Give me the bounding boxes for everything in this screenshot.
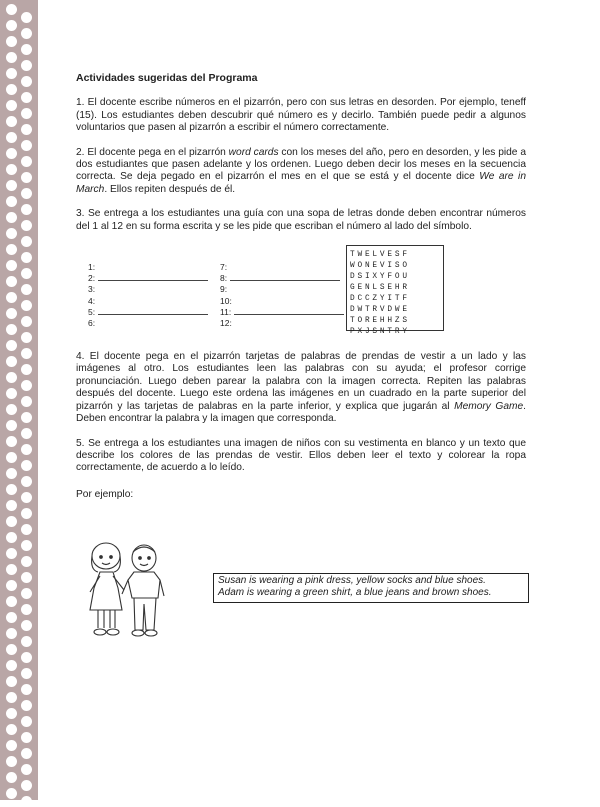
spiral-hole (6, 436, 17, 447)
spiral-hole (21, 380, 32, 391)
spiral-hole (6, 4, 17, 15)
spiral-hole (21, 508, 32, 519)
number-line: 4: (88, 295, 96, 306)
example-line-adam: Adam is wearing a green shirt, a blue jeans and brown shoes. (218, 587, 492, 599)
spiral-hole (21, 44, 32, 55)
spiral-hole (6, 372, 17, 383)
word-search-row: DWTRVDWE (350, 306, 410, 315)
page-title: Actividades sugeridas del Programa (76, 72, 258, 84)
notebook-spiral-border (0, 0, 38, 800)
word-search-grid (346, 245, 444, 337)
spiral-hole (21, 556, 32, 567)
spiral-hole (6, 228, 17, 239)
spiral-hole (6, 276, 17, 287)
spiral-hole (6, 132, 17, 143)
spiral-hole (6, 84, 17, 95)
spiral-hole (21, 252, 32, 263)
spiral-hole (6, 292, 17, 303)
spiral-hole (6, 532, 17, 543)
spiral-hole (21, 524, 32, 535)
spiral-hole (6, 340, 17, 351)
spiral-hole (21, 492, 32, 503)
spiral-hole (21, 652, 32, 663)
word-search-row: TWELVESF (350, 251, 410, 260)
spiral-hole (21, 620, 32, 631)
number-line: 3: (88, 284, 96, 295)
spiral-hole (6, 212, 17, 223)
spiral-hole (6, 180, 17, 191)
spiral-hole (21, 460, 32, 471)
number-line: 8: (220, 272, 344, 283)
spiral-hole (6, 612, 17, 623)
spiral-hole (6, 100, 17, 111)
spiral-hole (6, 740, 17, 751)
spiral-hole (6, 148, 17, 159)
example-label: Por ejemplo: (76, 488, 134, 500)
spiral-hole (6, 388, 17, 399)
spiral-hole (21, 748, 32, 759)
spiral-hole (6, 308, 17, 319)
spiral-hole (21, 444, 32, 455)
spiral-hole (6, 36, 17, 47)
spiral-hole (21, 28, 32, 39)
spiral-hole (21, 220, 32, 231)
children-illustration (80, 540, 172, 640)
spiral-hole (6, 468, 17, 479)
spiral-hole (21, 332, 32, 343)
number-line: 2: (88, 272, 208, 283)
number-exercise (76, 245, 526, 337)
number-line: 7: (220, 262, 228, 273)
word-search-row: DSIXYFOU (350, 273, 410, 282)
spiral-hole (21, 236, 32, 247)
answer-line (98, 273, 208, 281)
spiral-hole (6, 596, 17, 607)
activity-5: 5. Se entrega a los estudiantes una imagen de niños con su vestimenta en blanco y un texto que describe los colores de las prendas de vestir. Ellos deben leer el texto y colorear la ropa correctamente, de acuerdo a lo leído. (76, 437, 526, 474)
spiral-hole (21, 700, 32, 711)
spiral-hole (6, 420, 17, 431)
spiral-hole (21, 636, 32, 647)
spiral-hole (6, 68, 17, 79)
numbers-right-column (220, 261, 344, 328)
spiral-hole (21, 764, 32, 775)
activity-3: 3. Se entrega a los estudiantes una guía con una sopa de letras donde deben encontrar números del 1 al 12 en su forma escrita y se les pide que escriban el número al lado del símbolo. (76, 208, 526, 232)
spiral-hole (6, 644, 17, 655)
spiral-hole (21, 316, 32, 327)
spiral-hole (21, 668, 32, 679)
spiral-hole (21, 268, 32, 279)
spiral-hole (6, 676, 17, 687)
spiral-hole (6, 788, 17, 799)
spiral-hole (21, 172, 32, 183)
word-search-row: DCCZYITF (350, 295, 410, 304)
spiral-hole (6, 324, 17, 335)
spiral-hole (6, 116, 17, 127)
spiral-hole (21, 396, 32, 407)
spiral-hole (6, 484, 17, 495)
spiral-hole (21, 476, 32, 487)
spiral-hole (21, 588, 32, 599)
number-line: 1: (88, 262, 96, 273)
spiral-hole (6, 404, 17, 415)
word-search-row: TOREHHZS (350, 317, 410, 326)
number-line: 6: (88, 318, 96, 328)
spiral-hole (21, 572, 32, 583)
spiral-hole (6, 660, 17, 671)
spiral-hole (6, 564, 17, 575)
document-page (76, 72, 526, 505)
answer-line (98, 307, 208, 315)
spiral-hole (6, 772, 17, 783)
spiral-hole (21, 684, 32, 695)
spiral-hole (21, 300, 32, 311)
activity-2: 2. El docente pega en el pizarrón word cards con los meses del año, pero en desorden, y les pide a dos estudiantes que pasen adelante y los ordenen. Luego deben decir los meses en la secuencia correcta. Se deja pegado en el pizarrón el mes en el que se está y el docente dice We are in March. Ellos repiten después de él. (76, 146, 526, 195)
example-line-susan: Susan is wearing a pink dress, yellow socks and blue shoes. (218, 575, 486, 586)
activity-4: 4. El docente pega en el pizarrón tarjetas de palabras de prendas de vestir a un lado y las imágenes al otro. Los estudiantes leen las palabras con su ayuda; el profesor corrige pronunciación. Luego deben parear la palabra con la imagen correcta. Repiten las palabras después del docente. Luego este ordena las imágenes en un cuadrado en la parte superior del pizarrón y las tarjetas de palabras en la parte inferior, y explica que jugarán al Memory Game. Deben encontrar la palabra y la imagen que corresponda. (76, 351, 526, 425)
word-search-row: GENLSEHR (350, 284, 410, 293)
spiral-hole (21, 188, 32, 199)
spiral-hole (6, 164, 17, 175)
spiral-hole (21, 124, 32, 135)
spiral-hole (6, 756, 17, 767)
spiral-hole (6, 356, 17, 367)
spiral-hole (21, 780, 32, 791)
spiral-hole (6, 244, 17, 255)
spiral-hole (21, 796, 32, 807)
spiral-hole (6, 516, 17, 527)
spiral-hole (21, 604, 32, 615)
spiral-hole (21, 108, 32, 119)
spiral-hole (6, 724, 17, 735)
word-search-row: PXJSNTRY (350, 328, 410, 337)
spiral-hole (21, 140, 32, 151)
number-line: 12: (220, 318, 232, 328)
spiral-hole (21, 732, 32, 743)
numbers-left-column (88, 261, 208, 328)
answer-line (230, 273, 340, 281)
spiral-hole (21, 76, 32, 87)
spiral-hole (6, 196, 17, 207)
spiral-hole (21, 92, 32, 103)
number-line: 10: (220, 295, 232, 306)
number-line: 5: (88, 306, 208, 317)
spiral-hole (6, 52, 17, 63)
spiral-hole (21, 156, 32, 167)
spiral-hole (6, 580, 17, 591)
spiral-hole (21, 284, 32, 295)
spiral-hole (6, 708, 17, 719)
spiral-hole (21, 364, 32, 375)
spiral-hole (21, 428, 32, 439)
spiral-hole (6, 628, 17, 639)
spiral-hole (21, 716, 32, 727)
spiral-hole (21, 60, 32, 71)
spiral-hole (21, 540, 32, 551)
number-line: 9: (220, 284, 228, 295)
spiral-hole (21, 412, 32, 423)
spiral-hole (21, 12, 32, 23)
number-line: 11: (220, 306, 344, 317)
spiral-hole (6, 20, 17, 31)
spiral-hole (6, 500, 17, 511)
spiral-hole (6, 260, 17, 271)
spiral-hole (6, 452, 17, 463)
word-search-row: WONEVISO (350, 262, 410, 271)
spiral-hole (6, 548, 17, 559)
spiral-hole (21, 348, 32, 359)
activity-1: 1. El docente escribe números en el pizarrón, pero con sus letras en desorden. Por ejemplo, teneff (15). Los estudiantes deben descubrir qué número es y decirlo. También puede pedir a algunos voluntarios que pasen al pizarrón a escribir el número correctamente. (76, 97, 526, 134)
spiral-hole (21, 204, 32, 215)
example-text-box (213, 573, 529, 603)
answer-line (234, 307, 344, 315)
spiral-hole (6, 692, 17, 703)
